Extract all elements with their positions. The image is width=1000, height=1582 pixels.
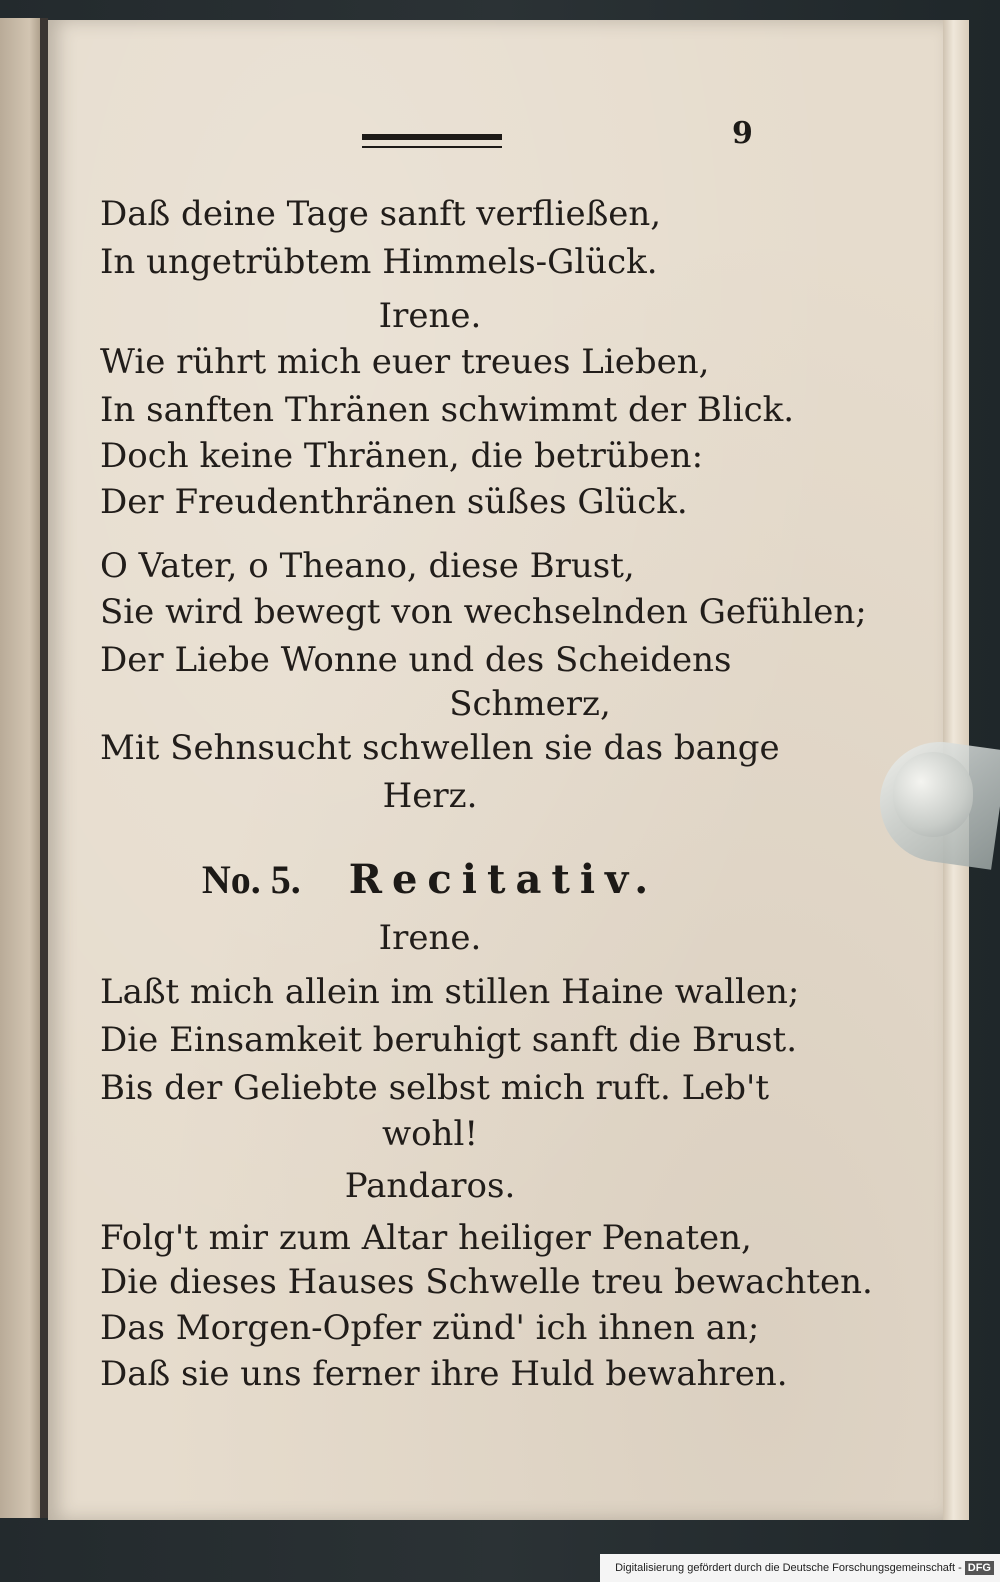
- text-line: Bis der Geliebte selbst mich ruft. Leb't: [100, 1068, 770, 1108]
- text-line: Doch keine Thränen, die betrüben:: [100, 436, 704, 476]
- text-line: O Vater, o Theano, diese Brust,: [100, 546, 635, 586]
- text-line: Das Morgen-Opfer zünd' ich ihnen an;: [100, 1308, 760, 1348]
- speaker-name: Irene.: [378, 918, 482, 958]
- speaker-name: Irene.: [378, 296, 482, 336]
- text-line: Daß deine Tage sanft verfließen,: [100, 194, 662, 234]
- section-heading: [100, 856, 760, 904]
- text-line: In sanften Thränen schwimmt der Blick.: [100, 390, 795, 430]
- credit-text: Digitalisierung gefördert durch die Deutsche Forschungsgemeinschaft -: [615, 1562, 962, 1574]
- text-line: Die Einsamkeit beruhigt sanft die Brust.: [100, 1020, 798, 1060]
- book-gutter: [40, 18, 48, 1518]
- dfg-logo: DFG: [965, 1561, 994, 1575]
- text-line: Die dieses Hauses Schwelle treu bewachten.: [100, 1262, 873, 1302]
- section-title: Recitativ.: [348, 856, 659, 903]
- page-clip-inner: [893, 752, 973, 837]
- text-line-continuation: wohl!: [381, 1114, 478, 1154]
- digitization-credit: [600, 1554, 1000, 1582]
- text-line: Folg't mir zum Altar heiliger Penaten,: [100, 1218, 752, 1258]
- section-number: No. 5.: [201, 857, 301, 902]
- text-line: Laßt mich allein im stillen Haine wallen;: [100, 972, 800, 1012]
- text-line-continuation: Herz.: [382, 776, 478, 816]
- text-line: Mit Sehnsucht schwellen sie das bange: [100, 728, 780, 768]
- text-line: Der Liebe Wonne und des Scheidens: [100, 640, 732, 680]
- text-line: In ungetrübtem Himmels-Glück.: [100, 242, 658, 282]
- speaker-name: Pandaros.: [344, 1166, 516, 1206]
- text-line: Der Freudenthränen süßes Glück.: [100, 482, 688, 522]
- text-line: Daß sie uns ferner ihre Huld bewahren.: [100, 1354, 788, 1394]
- text-line: Sie wird bewegt von wechselnden Gefühlen;: [100, 592, 867, 632]
- text-line: Wie rührt mich euer treues Lieben,: [100, 342, 710, 382]
- facing-page-edge: [0, 18, 42, 1518]
- header-rule-thin: [362, 146, 502, 148]
- page-number: 9: [732, 116, 753, 151]
- text-line-continuation: Schmerz,: [449, 684, 611, 724]
- header-rule: [362, 134, 502, 140]
